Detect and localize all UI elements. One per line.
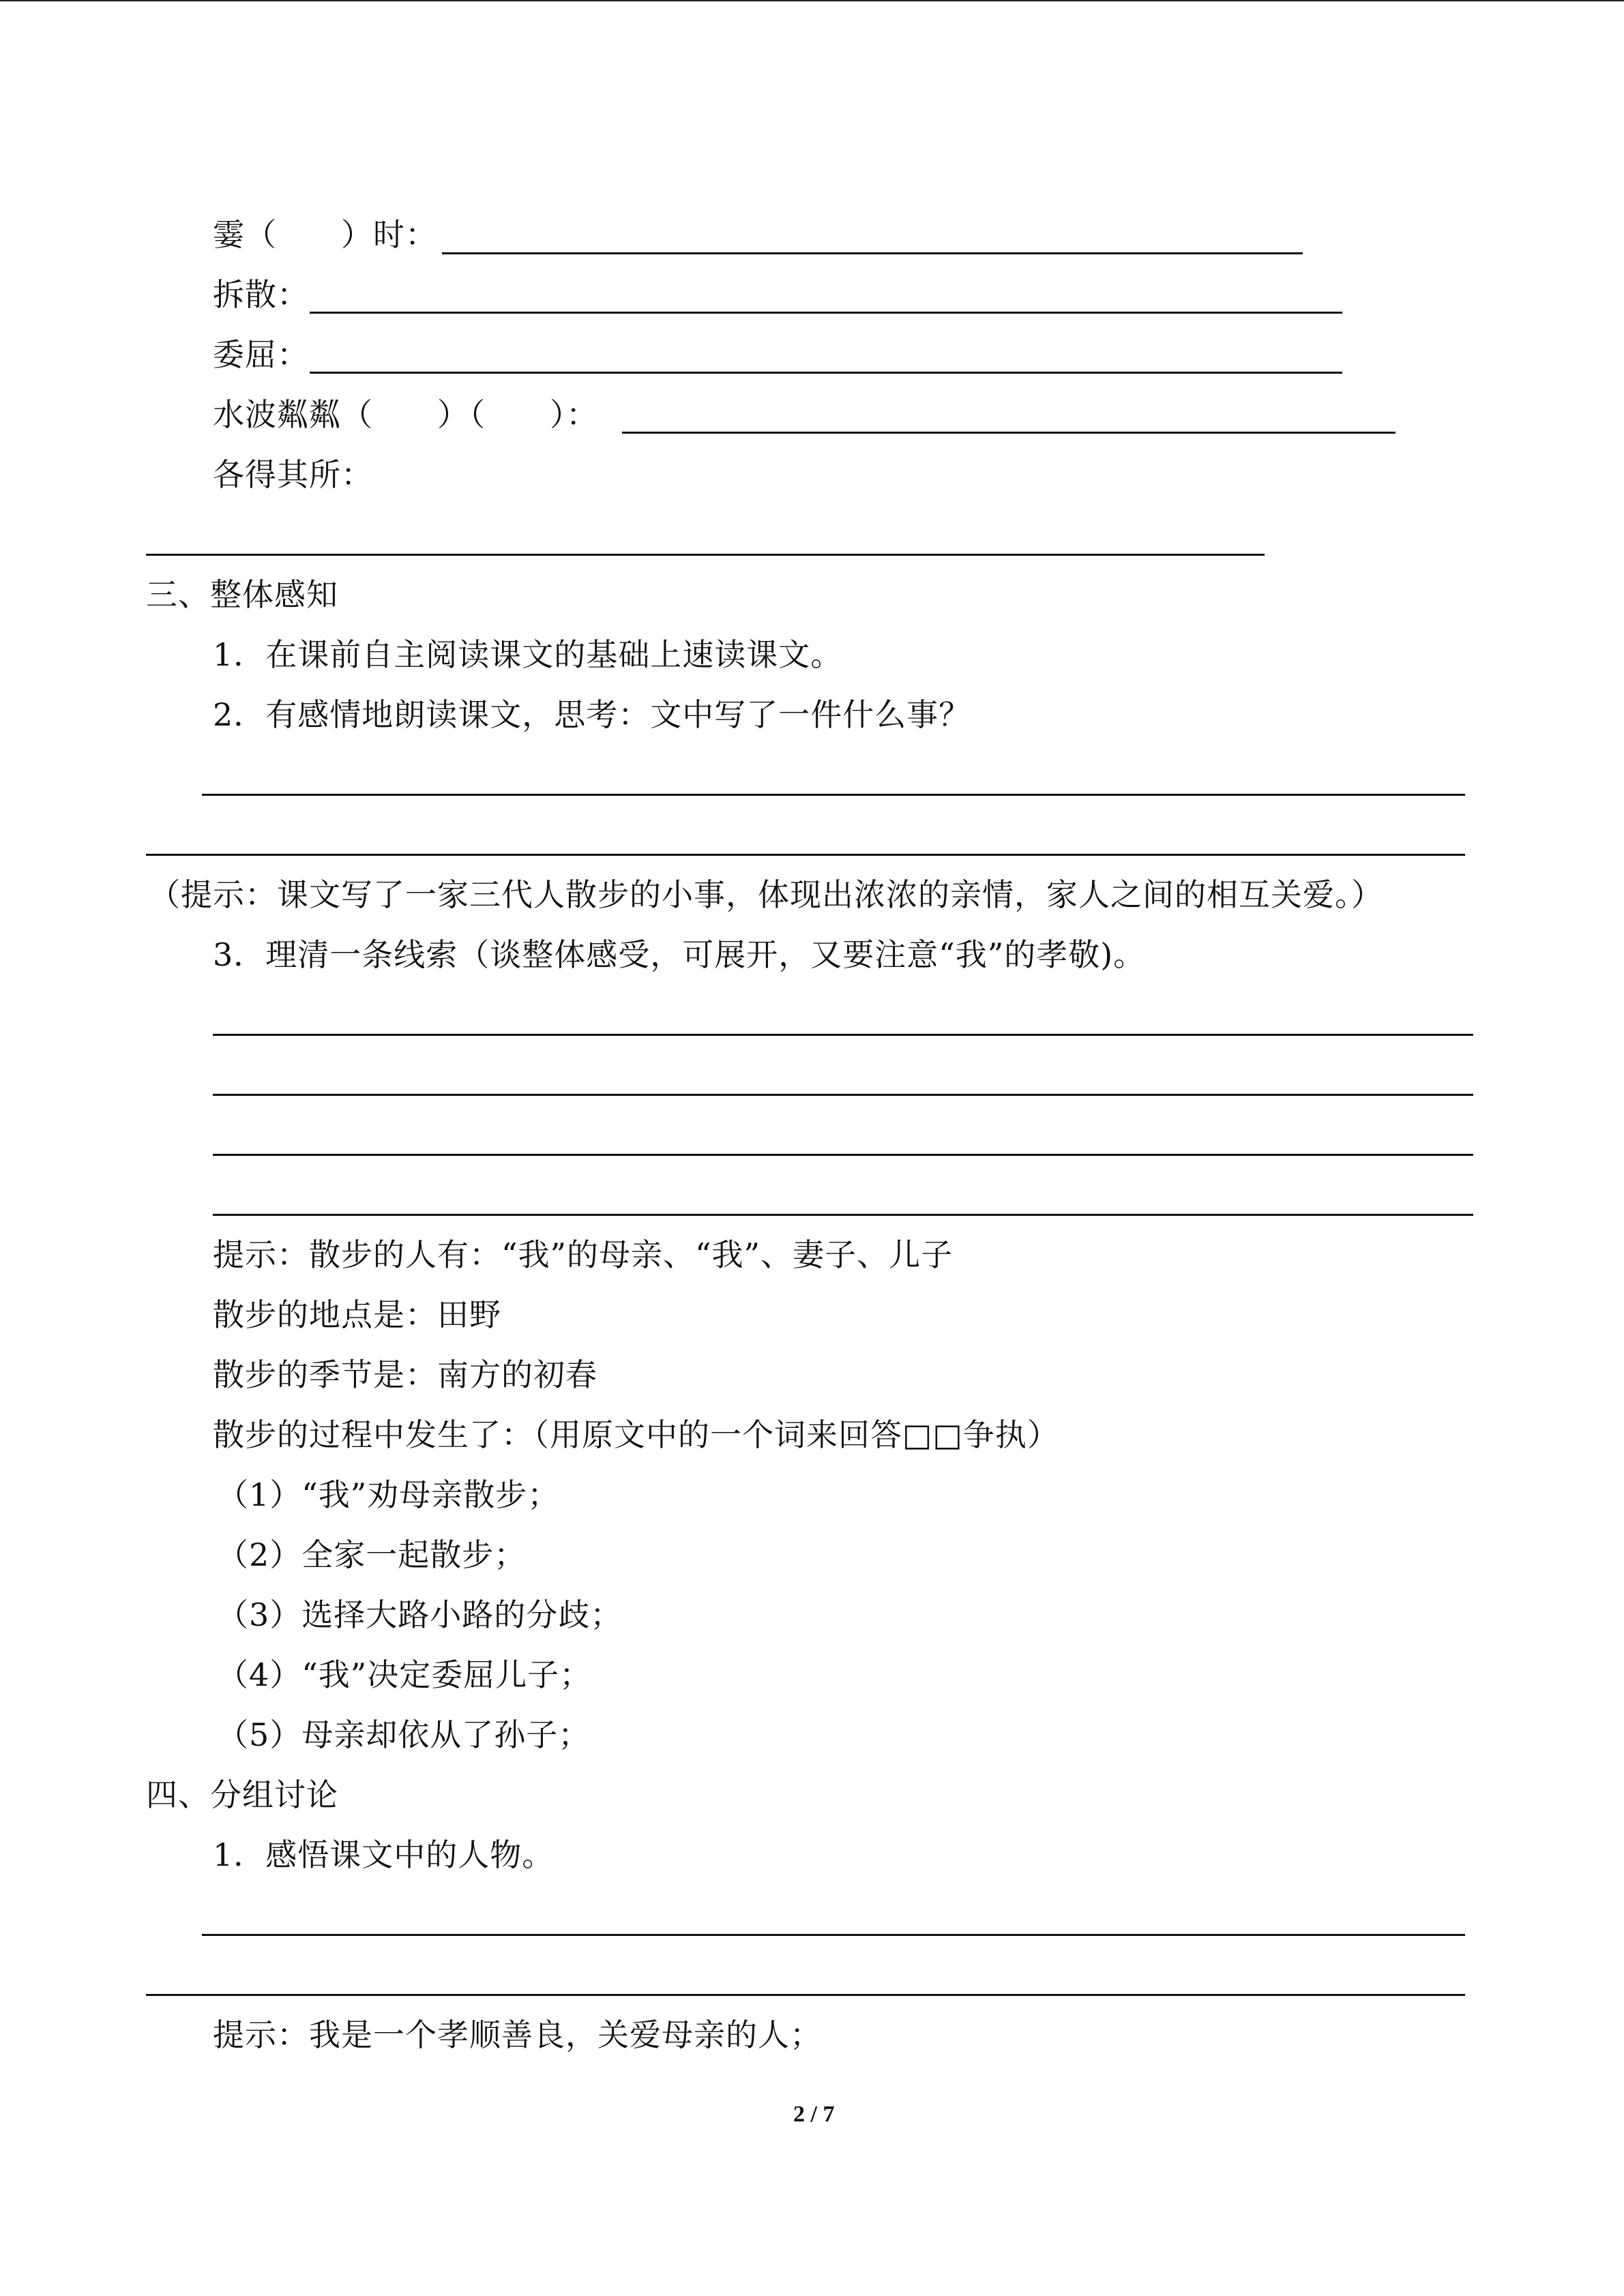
answer-line-gedeqisuo[interactable] bbox=[146, 554, 1265, 556]
answer-line-q3-c[interactable] bbox=[213, 1154, 1473, 1156]
section3-question-2: 2．有感情地朗读课文，思考：文中写了一件什么事？ bbox=[213, 696, 971, 733]
walk-process: 散步的过程中发生了：（用原文中的一个词来回答□□争执） bbox=[213, 1416, 1059, 1453]
process-step: （3）选择大路小路的分歧； bbox=[217, 1596, 623, 1633]
section3-question-3: 3．理清一条线索（谈整体感受，可展开，又要注意“我”的孝敬)。 bbox=[213, 936, 1146, 973]
page-top-border bbox=[0, 0, 1624, 1]
vocab-item-shuibolinlin: 水波粼粼（ ）（ ）： bbox=[213, 396, 598, 433]
process-step: （2）全家一起散步； bbox=[217, 1536, 527, 1573]
answer-line-s4-b[interactable] bbox=[146, 1994, 1465, 1996]
walk-season: 散步的季节是：南方的初春 bbox=[213, 1356, 597, 1393]
answer-line-s4-a[interactable] bbox=[202, 1934, 1465, 1936]
answer-line-shashi[interactable] bbox=[442, 252, 1303, 254]
vocab-item-chaisan: 拆散： bbox=[213, 276, 309, 313]
answer-line-weiqu[interactable] bbox=[310, 372, 1342, 374]
process-step: （5）母亲却依从了孙子； bbox=[217, 1716, 591, 1753]
answer-line-q2-b[interactable] bbox=[146, 854, 1465, 856]
section4-question-1: 1．感悟课文中的人物。 bbox=[213, 1836, 555, 1873]
page-number: 2 / 7 bbox=[793, 2102, 835, 2127]
walk-place: 散步的地点是：田野 bbox=[213, 1296, 501, 1333]
process-step: （4）“我”决定委屈儿子； bbox=[217, 1656, 592, 1693]
process-step: （1）“我”劝母亲散步； bbox=[217, 1476, 560, 1513]
answer-line-q3-d[interactable] bbox=[213, 1214, 1473, 1216]
section3-question-1: 1．在课前自主阅读课文的基础上速读课文。 bbox=[213, 636, 843, 673]
section4-heading: 四、分组讨论 bbox=[146, 1776, 338, 1813]
vocab-item-weiqu: 委屈： bbox=[213, 336, 309, 373]
answer-line-chaisan[interactable] bbox=[310, 312, 1342, 314]
hint-character: 提示：我是一个孝顺善良，关爱母亲的人； bbox=[213, 2016, 822, 2053]
answer-line-shuibolinlin[interactable] bbox=[622, 432, 1396, 434]
answer-line-q3-b[interactable] bbox=[213, 1094, 1473, 1096]
answer-line-q2-a[interactable] bbox=[202, 794, 1465, 796]
hint-summary: （提示：课文写了一家三代人散步的小事，体现出浓浓的亲情，家人之间的相互关爱。） bbox=[149, 876, 1383, 913]
answer-line-q3-a[interactable] bbox=[213, 1034, 1473, 1036]
section3-heading: 三、整体感知 bbox=[146, 576, 338, 613]
hint-people: 提示：散步的人有：“我”的母亲、“我”、妻子、儿子 bbox=[213, 1236, 954, 1273]
vocab-item-gedeqisuo: 各得其所： bbox=[213, 456, 373, 493]
vocab-item-shashi: 霎（ ）时： bbox=[213, 216, 437, 253]
